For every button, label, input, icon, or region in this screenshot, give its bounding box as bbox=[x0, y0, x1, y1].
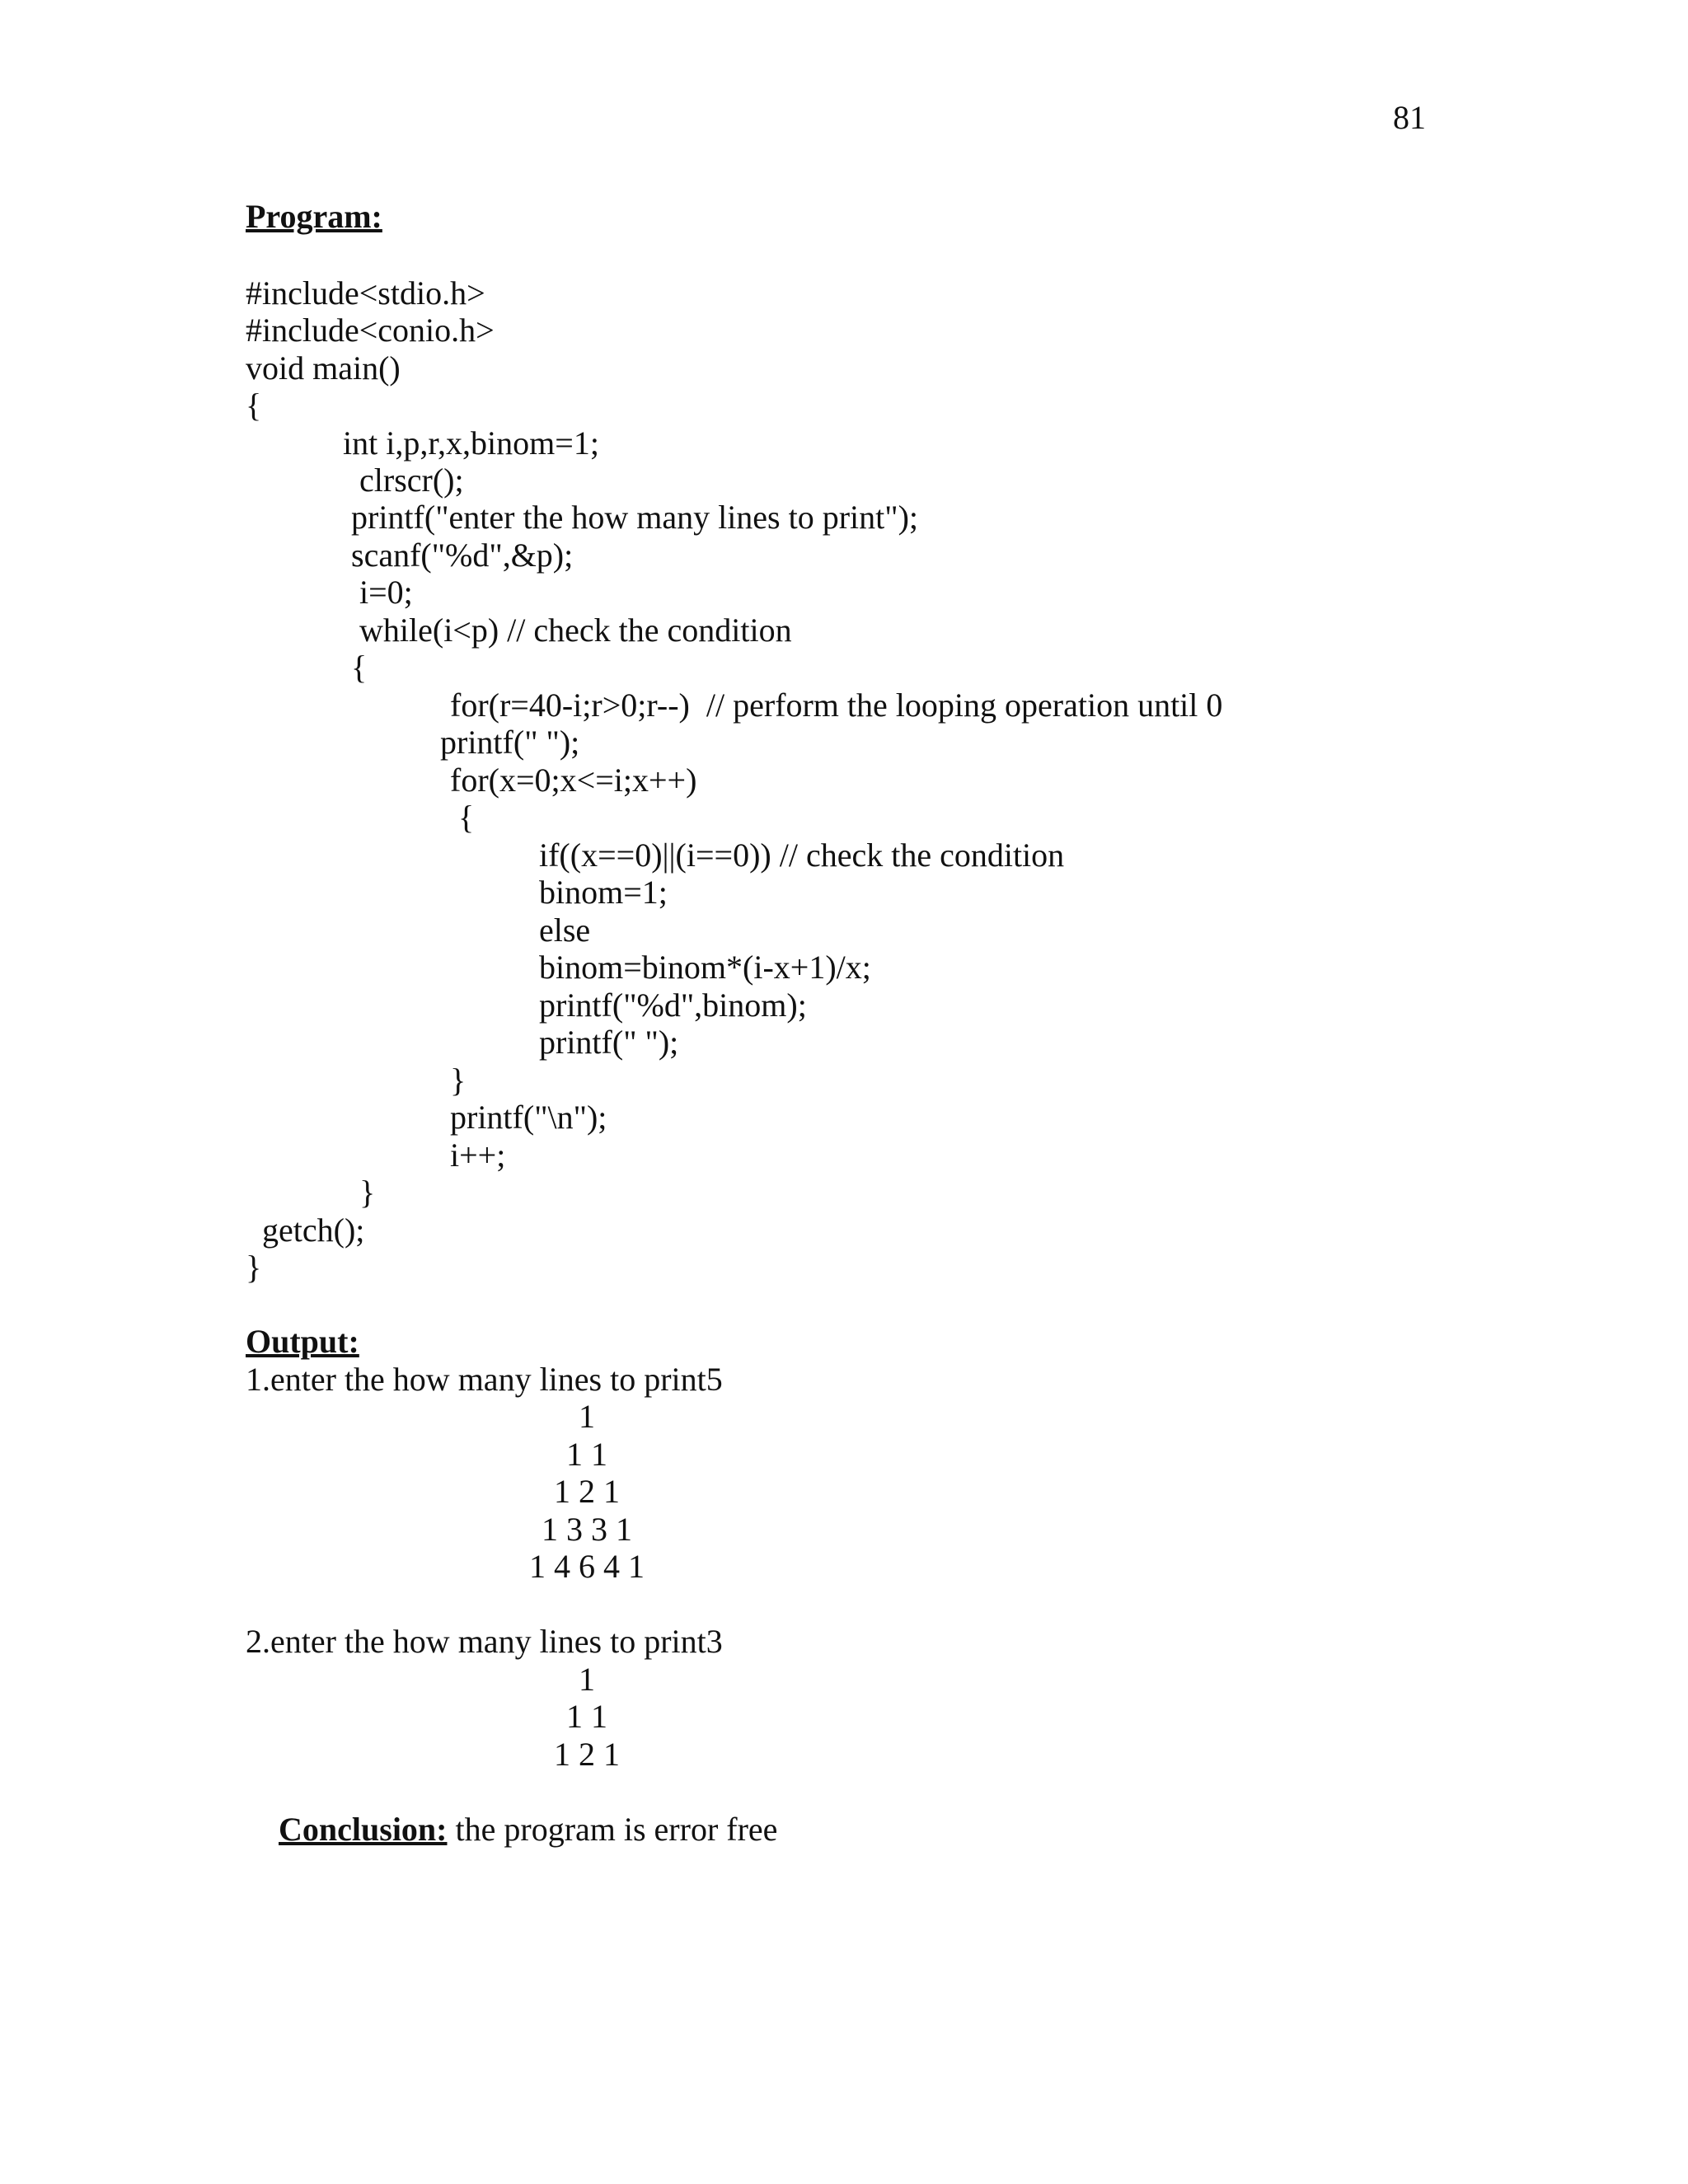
triangle-row: 1 2 1 bbox=[554, 1473, 620, 1510]
code-line: { bbox=[351, 649, 368, 686]
code-line: getch(); bbox=[262, 1212, 365, 1249]
page-number: 81 bbox=[1393, 99, 1426, 136]
code-line: for(x=0;x<=i;x++) bbox=[450, 762, 697, 799]
triangle-row: 1 bbox=[579, 1661, 595, 1698]
code-line: else bbox=[539, 912, 591, 949]
code-line: clrscr(); bbox=[359, 462, 464, 499]
code-line: for(r=40-i;r>0;r--) // perform the looping operation until 0 bbox=[450, 687, 1223, 724]
code-line: while(i<p) // check the condition bbox=[359, 612, 792, 649]
code-line: i=0; bbox=[359, 574, 413, 611]
triangle-row: 1 1 bbox=[566, 1698, 607, 1735]
code-line: #include<conio.h> bbox=[246, 312, 495, 349]
code-line: i++; bbox=[450, 1137, 506, 1174]
code-line: scanf("%d",&p); bbox=[351, 537, 574, 574]
triangle-row: 1 2 1 bbox=[554, 1736, 620, 1773]
triangle-row: 1 4 6 4 1 bbox=[529, 1548, 645, 1585]
code-line: if((x==0)||(i==0)) // check the condition bbox=[539, 837, 1065, 874]
code-line: printf("\n"); bbox=[450, 1099, 607, 1136]
code-line: } bbox=[450, 1062, 467, 1099]
code-line: printf(" "); bbox=[440, 724, 580, 761]
code-line: printf("%d",binom); bbox=[539, 987, 807, 1024]
triangle-row: 1 1 bbox=[566, 1436, 607, 1473]
code-line: } bbox=[246, 1249, 262, 1286]
code-line: printf("enter the how many lines to print"); bbox=[351, 499, 919, 536]
code-line: binom=binom*(i-x+1)/x; bbox=[539, 949, 871, 986]
program-heading: Program: bbox=[246, 198, 382, 235]
triangle-row: 1 bbox=[579, 1398, 595, 1435]
run2-prompt: 2.enter the how many lines to print3 bbox=[246, 1623, 723, 1660]
code-line: { bbox=[458, 799, 475, 836]
conclusion-text: the program is error free bbox=[447, 1811, 778, 1848]
code-line: binom=1; bbox=[539, 874, 668, 911]
code-line: } bbox=[359, 1174, 376, 1211]
triangle-row: 1 3 3 1 bbox=[542, 1511, 632, 1548]
conclusion-label: Conclusion: bbox=[279, 1811, 448, 1848]
code-line: #include<stdio.h> bbox=[246, 274, 485, 312]
code-line: { bbox=[246, 387, 262, 424]
code-line: int i,p,r,x,binom=1; bbox=[343, 424, 599, 462]
code-line: printf(" "); bbox=[539, 1024, 679, 1061]
code-line: void main() bbox=[246, 349, 401, 387]
run1-prompt: 1.enter the how many lines to print5 bbox=[246, 1361, 723, 1398]
conclusion bbox=[246, 1773, 777, 1886]
output-heading: Output: bbox=[246, 1323, 359, 1360]
